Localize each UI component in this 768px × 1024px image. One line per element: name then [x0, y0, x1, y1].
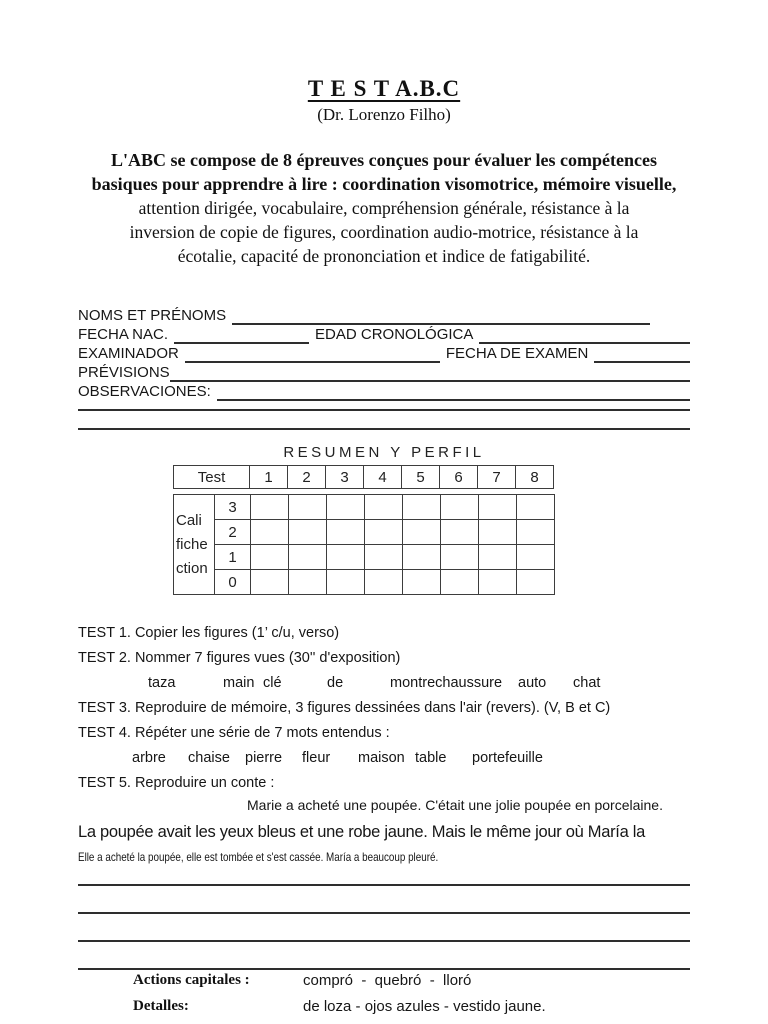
col-header-5: 5 [402, 466, 440, 489]
header [78, 76, 690, 125]
test2-word: de [327, 675, 344, 691]
conte-line-2: La poupée avait les yeux bleus et une robe jaune. Mais le même jour où María la [78, 823, 645, 841]
grid-cell [289, 520, 327, 545]
grid-cell [251, 520, 289, 545]
grid-cell [479, 570, 517, 595]
test4-line: TEST 4. Répéter une série de 7 mots entendus : [78, 725, 390, 741]
form-row-previsions [78, 363, 690, 382]
grid-cell [289, 570, 327, 595]
page-subtitle: (Dr. Lorenzo Filho) [317, 105, 451, 124]
examinador-label: EXAMINADOR [78, 345, 179, 362]
test2-word: montrechaussure [390, 675, 503, 691]
grid-cell [441, 545, 479, 570]
row-label-line-1: Cali [176, 511, 202, 529]
identification-form [78, 306, 690, 430]
score-cell-3: 3 [215, 495, 251, 520]
test4-word: portefeuille [472, 750, 543, 766]
test2-word: taza [148, 675, 176, 691]
row-group-label [174, 495, 215, 595]
col-header-2: 2 [288, 466, 326, 489]
grid-cell [365, 520, 403, 545]
grid-cell [289, 495, 327, 520]
row-label-line-2: fiche [176, 535, 208, 553]
col-header-6: 6 [440, 466, 478, 489]
observaciones-extra-line-1 [78, 401, 690, 411]
grid-cell [517, 570, 555, 595]
fecha-nac-blank [174, 327, 309, 344]
table-row-score-2 [174, 520, 555, 545]
grid-cell [517, 545, 555, 570]
grid-cell [441, 495, 479, 520]
intro-line-5: écotalie, capacité de prononciation et indice de fatigabilité. [177, 246, 591, 266]
table-row-score-1 [174, 545, 555, 570]
grid-cell [365, 545, 403, 570]
conte-line-1: Marie a acheté une poupée. C'était une jolie poupée en porcelaine. [247, 797, 663, 813]
intro-line-2: basiques pour apprendre à lire : coordination visomotrice, mémoire visuelle, [91, 174, 677, 194]
detalles-row [78, 998, 690, 1024]
col-header-4: 4 [364, 466, 402, 489]
test4-word: fleur [302, 750, 331, 766]
test2-word: main [223, 675, 255, 691]
grid-cell [403, 495, 441, 520]
intro-paragraph [78, 148, 690, 268]
col-header-1: 1 [250, 466, 288, 489]
resumen-header-table [173, 465, 554, 489]
detalles-value: de loza - ojos azules - vestido jaune. [303, 998, 546, 1015]
grid-cell [327, 495, 365, 520]
fecha-examen-blank [594, 346, 690, 363]
grid-cell [251, 545, 289, 570]
grid-cell [479, 520, 517, 545]
fecha-nac-label: FECHA NAC. [78, 326, 169, 343]
grid-cell [441, 570, 479, 595]
score-cell-1: 1 [215, 545, 251, 570]
noms-label: NOMS ET PRÉNOMS [78, 307, 227, 324]
row-label-line-3: ction [176, 559, 208, 577]
conte-line-3: Elle a acheté la poupée, elle est tombée et s'est cassée. María a beaucoup pleuré. [78, 850, 439, 864]
answer-line-2 [78, 886, 690, 914]
noms-blank [232, 308, 650, 325]
test2-word: auto [518, 675, 547, 691]
test4-word: maison [358, 750, 405, 766]
corner-cell: Test [174, 466, 250, 489]
grid-cell [327, 520, 365, 545]
test4-words-row [78, 747, 690, 772]
test2-words-row [78, 672, 690, 697]
form-row-observaciones [78, 382, 690, 401]
page-title: T E S T A.B.C [307, 76, 461, 101]
resumen-title: RESUMEN Y PERFIL [283, 444, 485, 461]
answer-line-1 [78, 858, 690, 886]
form-row-fecha-nac [78, 325, 690, 344]
actions-label: Actions capitales : [133, 972, 250, 988]
grid-cell [403, 570, 441, 595]
test4-word: table [415, 750, 447, 766]
grid-cell [517, 520, 555, 545]
table-row-score-0 [174, 570, 555, 595]
test1-line: TEST 1. Copier les figures (1’ c/u, verso) [78, 625, 340, 641]
fecha-examen-label: FECHA DE EXAMEN [445, 345, 589, 362]
intro-line-4: inversion de copie de figures, coordination audio-motrice, résistance à la [129, 222, 639, 242]
test5-line: TEST 5. Reproduire un conte : [78, 775, 275, 791]
observaciones-label: OBSERVACIONES: [78, 383, 211, 400]
col-header-3: 3 [326, 466, 364, 489]
test4-word: pierre [245, 750, 283, 766]
examinador-blank [185, 346, 440, 363]
resumen-body-table [173, 494, 555, 595]
col-header-7: 7 [478, 466, 516, 489]
score-cell-2: 2 [215, 520, 251, 545]
edad-blank [479, 327, 690, 344]
test4-word: arbre [132, 750, 166, 766]
previsions-label: PRÉVISIONS [78, 364, 170, 381]
grid-cell [441, 520, 479, 545]
grid-cell [403, 520, 441, 545]
table-header-row [174, 466, 554, 489]
grid-cell [403, 545, 441, 570]
intro-line-3: attention dirigée, vocabulaire, compréhension générale, résistance à la [138, 198, 630, 218]
grid-cell [365, 570, 403, 595]
grid-cell [289, 545, 327, 570]
answer-line-4 [78, 942, 690, 970]
table-row-score-3 [174, 495, 555, 520]
resumen-section [78, 444, 690, 595]
actions-value: compró - quebró - lloró [303, 972, 472, 989]
grid-cell [479, 545, 517, 570]
grid-cell [517, 495, 555, 520]
grid-cell [327, 570, 365, 595]
actions-row [78, 972, 690, 998]
answer-lines [78, 858, 690, 970]
score-cell-0: 0 [215, 570, 251, 595]
scoring-key [78, 972, 690, 1024]
col-header-8: 8 [516, 466, 554, 489]
intro-line-1: L'ABC se compose de 8 épreuves conçues pour évaluer les compétences [111, 150, 657, 170]
test2-word: clé [263, 675, 282, 691]
grid-cell [327, 545, 365, 570]
detalles-label: Detalles: [133, 998, 189, 1014]
grid-cell [479, 495, 517, 520]
form-row-examinador [78, 344, 690, 363]
observaciones-extra-line-2 [78, 411, 690, 430]
test3-line: TEST 3. Reproduire de mémoire, 3 figures dessinées dans l'air (revers). (V, B et C) [78, 700, 611, 716]
grid-cell [251, 495, 289, 520]
form-row-noms [78, 306, 690, 325]
grid-cell [251, 570, 289, 595]
grid-cell [365, 495, 403, 520]
test2-word: chat [573, 675, 601, 691]
tests-section [78, 622, 690, 872]
test4-word: chaise [188, 750, 230, 766]
edad-label: EDAD CRONOLÓGICA [315, 326, 474, 343]
previsions-blank [170, 365, 690, 382]
test2-line: TEST 2. Nommer 7 figures vues (30'' d'exposition) [78, 650, 401, 666]
observaciones-blank [217, 384, 690, 401]
answer-line-3 [78, 914, 690, 942]
